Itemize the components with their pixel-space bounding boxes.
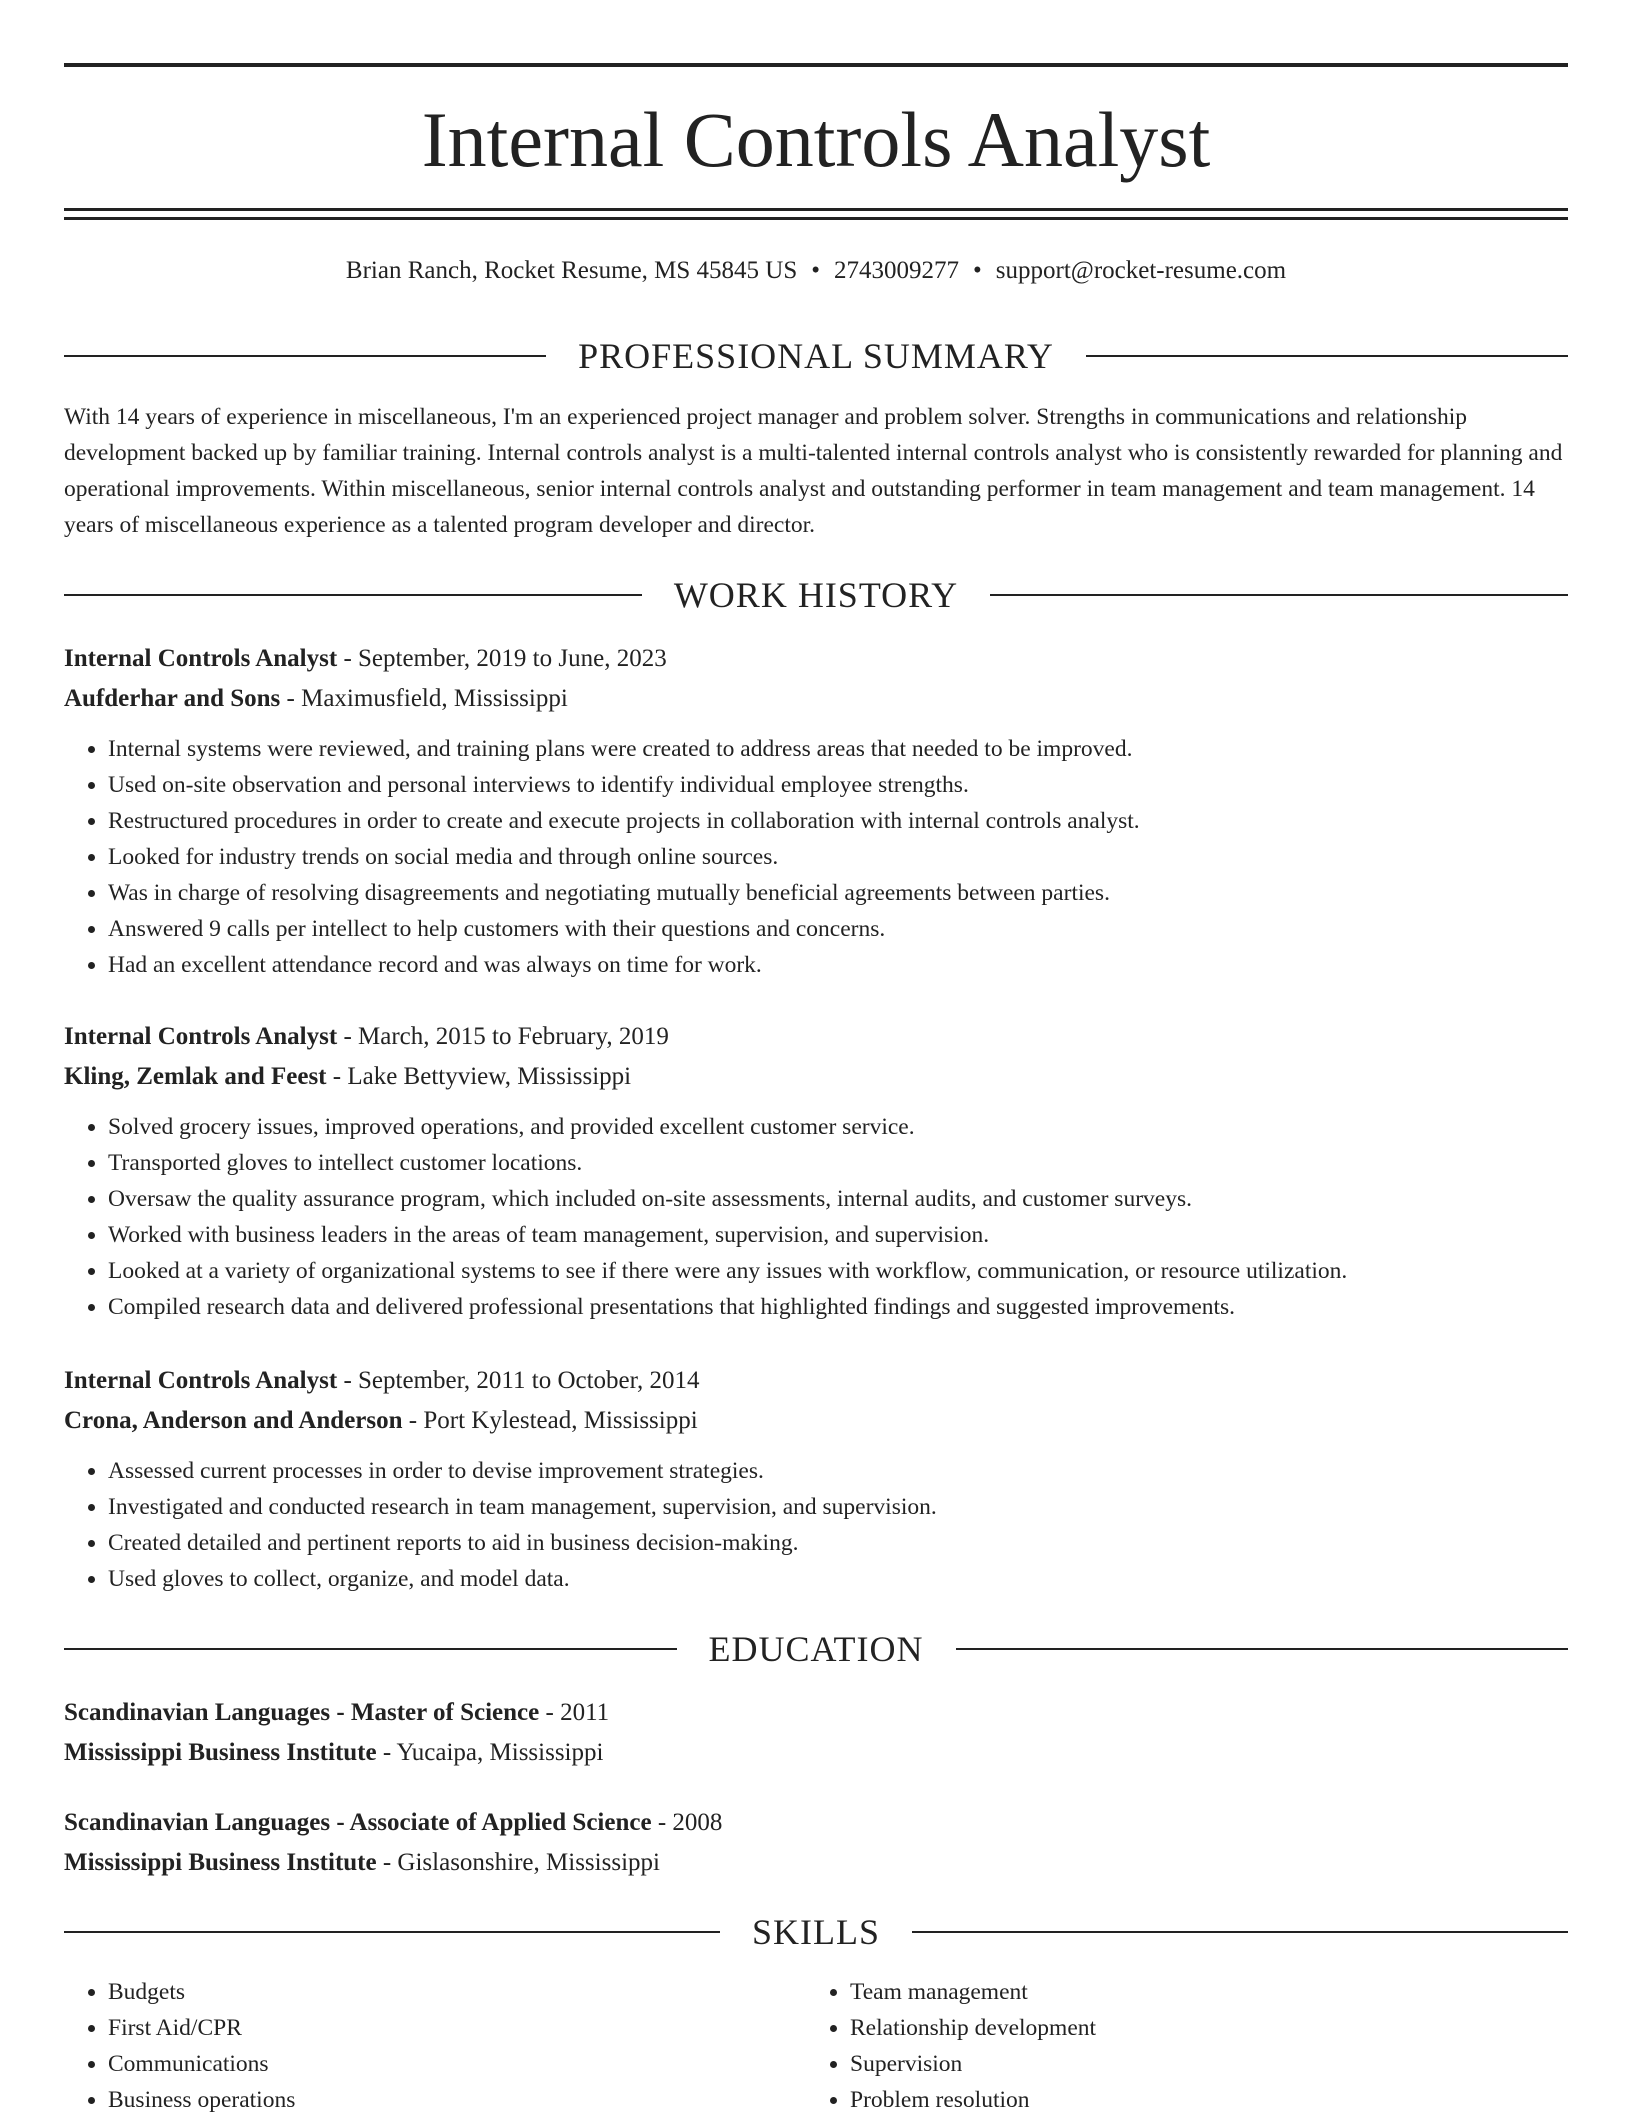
job-company: Crona, Anderson and Anderson <box>64 1407 403 1434</box>
list-item: • Used on-site observation and personal interviews to identify individual employee strengths. <box>108 767 1568 803</box>
skill-item: • Team management <box>850 1974 1548 2010</box>
job-entry <box>64 639 1568 983</box>
job-dates: - March, 2015 to February, 2019 <box>337 1023 669 1050</box>
skill-item: • Supervision <box>850 2046 1548 2082</box>
job-bullets <box>64 1109 1568 1325</box>
summary-text: With 14 years of experience in miscellaneous, I'm an experienced project manager and problem solver. Strengths in communications and relationship development backed up by familiar training. Internal controls analyst is a multi-talented internal controls analyst who is consistently rewarded for planning and operational improvements. Within miscellaneous, senior internal controls analyst and outstanding performer in team management and team management. 14 years of miscellaneous experience as a talented program developer and director. <box>64 404 1563 538</box>
degree-line <box>64 1803 1568 1843</box>
list-item: • Answered 9 calls per intellect to help customers with their questions and concerns. <box>108 911 1568 947</box>
list-item: • Restructured procedures in order to create and execute projects in collaboration with internal controls analyst. <box>108 803 1568 839</box>
job-dates: - September, 2019 to June, 2023 <box>337 645 667 672</box>
contact-line <box>64 254 1568 288</box>
degree: Scandinavian Languages - Master of Science <box>64 1699 540 1726</box>
education-entry <box>64 1693 1568 1773</box>
section-heading-education <box>64 1627 1568 1671</box>
list-item: • Compiled research data and delivered professional presentations that highlighted findings and suggested improvements. <box>108 1289 1568 1325</box>
list-item: • Looked for industry trends on social media and through online sources. <box>108 839 1568 875</box>
job-title-line <box>64 1361 1568 1401</box>
contact-email: support@rocket-resume.com <box>995 257 1287 284</box>
list-item: • Internal systems were reviewed, and training plans were created to address areas that needed to be improved. <box>108 731 1568 767</box>
contact-address: Brian Ranch, Rocket Resume, MS 45845 US <box>345 257 798 284</box>
section-title: PROFESSIONAL SUMMARY <box>578 336 1054 376</box>
school: Mississippi Business Institute <box>64 1739 377 1766</box>
job-location: - Maximusfield, Mississippi <box>280 685 568 712</box>
job-entry <box>64 1017 1568 1325</box>
section-heading-skills <box>64 1910 1568 1954</box>
list-item: • Had an excellent attendance record and was always on time for work. <box>108 947 1568 983</box>
list-item: • Created detailed and pertinent reports to aid in business decision-making. <box>108 1525 1568 1561</box>
degree-line <box>64 1693 1568 1733</box>
list-item: • Investigated and conducted research in team management, supervision, and supervision. <box>108 1489 1568 1525</box>
job-bullets <box>64 731 1568 983</box>
job-title: Internal Controls Analyst <box>64 1023 338 1050</box>
school-location: - Gislasonshire, Mississippi <box>376 1849 660 1876</box>
list-item: • Was in charge of resolving disagreements and negotiating mutually beneficial agreements between parties. <box>108 875 1568 911</box>
job-location: - Port Kylestead, Mississippi <box>402 1407 698 1434</box>
contact-separator: • <box>811 257 821 284</box>
skill-item: • Problem resolution <box>850 2082 1548 2118</box>
job-dates: - September, 2011 to October, 2014 <box>337 1367 700 1394</box>
list-item: • Oversaw the quality assurance program, which included on-site assessments, internal audits, and customer surveys. <box>108 1181 1568 1217</box>
list-item: • Transported gloves to intellect customer locations. <box>108 1145 1568 1181</box>
job-company-line <box>64 1057 1568 1097</box>
job-bullets <box>64 1453 1568 1597</box>
school-line <box>64 1733 1568 1773</box>
list-item: • Looked at a variety of organizational systems to see if there were any issues with workflow, communication, or resource utilization. <box>108 1253 1568 1289</box>
contact-separator: • <box>973 257 982 284</box>
skill-item: • Communications <box>108 2046 806 2082</box>
list-item: • Assessed current processes in order to devise improvement strategies. <box>108 1453 1568 1489</box>
job-company-line <box>64 1401 1568 1441</box>
section-title: SKILLS <box>752 1912 881 1952</box>
school-location: - Yucaipa, Mississippi <box>376 1739 604 1766</box>
list-item: • Solved grocery issues, improved operations, and provided excellent customer service. <box>108 1109 1568 1145</box>
section-title: WORK HISTORY <box>673 575 959 615</box>
divider <box>956 1648 1569 1650</box>
job-company: Kling, Zemlak and Feest <box>64 1063 327 1090</box>
skill-item: • Budgets <box>108 1974 806 2010</box>
divider <box>64 1931 720 1933</box>
divider <box>64 355 546 357</box>
degree-year: - 2008 <box>651 1809 723 1836</box>
divider <box>64 1648 677 1650</box>
job-title-line <box>64 1017 1568 1057</box>
job-entry <box>64 1361 1568 1597</box>
skill-item: • Business operations <box>108 2082 806 2118</box>
list-item: • Worked with business leaders in the areas of team management, supervision, and supervision. <box>108 1217 1568 1253</box>
degree: Scandinavian Languages - Associate of Applied Science <box>64 1809 652 1836</box>
section-heading-work-history <box>64 573 1568 617</box>
job-location: - Lake Bettyview, Mississippi <box>326 1063 632 1090</box>
contact-phone: 2743009277 <box>834 257 960 284</box>
job-company: Aufderhar and Sons <box>64 685 281 712</box>
job-title: Internal Controls Analyst <box>64 1367 338 1394</box>
list-item: • Used gloves to collect, organize, and model data. <box>108 1561 1568 1597</box>
skills-column-left <box>64 1974 806 2118</box>
resume-title: Internal Controls Analyst <box>421 96 1211 183</box>
skill-item: • Relationship development <box>850 2010 1548 2046</box>
school-line <box>64 1843 1568 1883</box>
job-title-line <box>64 639 1568 679</box>
skill-item: • First Aid/CPR <box>108 2010 806 2046</box>
section-title: EDUCATION <box>708 1629 924 1669</box>
divider <box>990 594 1568 596</box>
job-title: Internal Controls Analyst <box>64 645 338 672</box>
divider <box>64 594 642 596</box>
divider <box>912 1931 1568 1933</box>
education-entry <box>64 1803 1568 1883</box>
degree-year: - 2011 <box>539 1699 610 1726</box>
job-company-line <box>64 679 1568 719</box>
top-rule <box>64 63 1568 67</box>
divider <box>1086 355 1568 357</box>
skills-column-right <box>806 1974 1548 2118</box>
school: Mississippi Business Institute <box>64 1849 377 1876</box>
section-heading-summary <box>64 334 1568 378</box>
skills-list <box>64 1974 1568 2118</box>
double-rule <box>64 208 1568 220</box>
